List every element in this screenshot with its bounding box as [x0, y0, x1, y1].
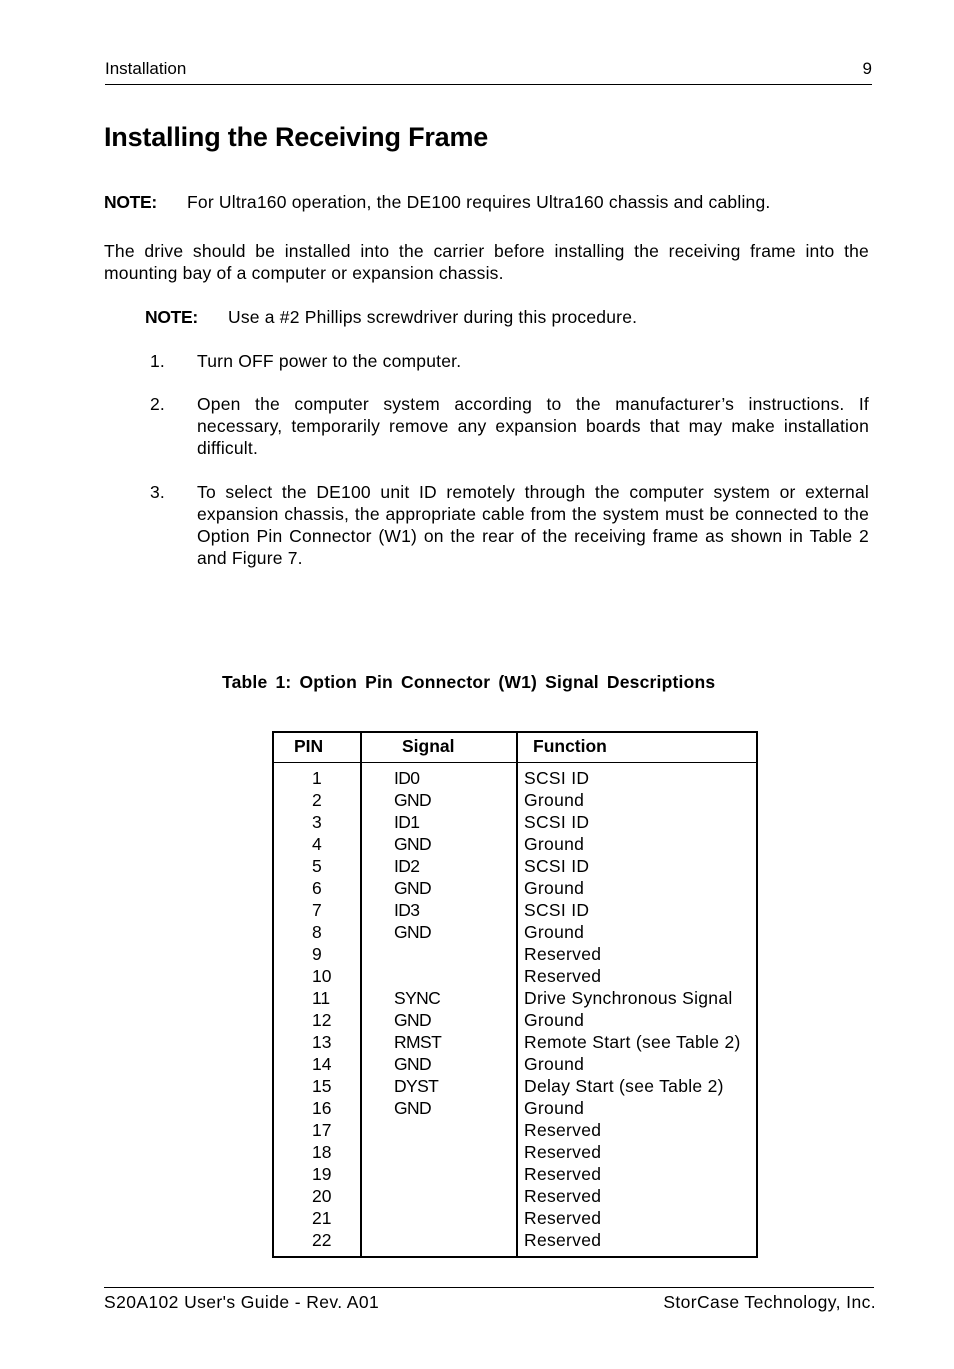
column-header-signal: Signal — [402, 736, 455, 756]
note-text: Use a #2 Phillips screwdriver during this procedure. — [228, 307, 638, 327]
table-row — [274, 1163, 756, 1185]
pin-cell: 14 — [312, 1054, 332, 1074]
intro-paragraph: The drive should be installed into the carrier before installing the receiving frame into the mounting bay of a computer or expansion chassis. — [104, 241, 869, 283]
pin-cell: 22 — [312, 1230, 332, 1250]
pin-cell: 18 — [312, 1142, 332, 1162]
column-header-pin: PIN — [294, 736, 324, 756]
table-row — [274, 811, 756, 833]
table-row — [274, 1097, 756, 1119]
function-cell: Delay Start (see Table 2) — [524, 1076, 724, 1096]
function-cell: SCSI ID — [524, 768, 590, 788]
table-row — [274, 767, 756, 789]
table-row — [274, 855, 756, 877]
pin-cell: 10 — [312, 966, 332, 986]
function-cell: Reserved — [524, 944, 602, 964]
table-row — [274, 987, 756, 1009]
table-row — [274, 1141, 756, 1163]
signal-table — [272, 731, 758, 1258]
signal-cell: DYST — [394, 1076, 439, 1096]
pin-cell: 4 — [312, 834, 322, 854]
function-cell: SCSI ID — [524, 900, 590, 920]
header-section-label: Installation — [105, 59, 187, 78]
column-header-function: Function — [533, 736, 607, 756]
header-rule — [274, 762, 756, 763]
note-text: For Ultra160 operation, the DE100 requires Ultra160 chassis and cabling. — [187, 192, 771, 212]
pin-cell: 21 — [312, 1208, 332, 1228]
table-row — [274, 943, 756, 965]
pin-cell: 15 — [312, 1076, 332, 1096]
step-text: Open the computer system according to the manufacturer’s instructions. If necessary, temporarily remove any expansion boards that may make installation difficult. — [197, 394, 869, 458]
table-row — [274, 899, 756, 921]
signal-cell: GND — [394, 790, 432, 810]
table-row — [274, 965, 756, 987]
step-text: To select the DE100 unit ID remotely through the computer system or external expansion chassis, the appropriate cable from the system must be connected to the Option Pin Connector (W1) on the rear of the receiving frame as shown in Table 2 and Figure 7. — [197, 482, 869, 568]
function-cell: Remote Start (see Table 2) — [524, 1032, 741, 1052]
note-screwdriver — [145, 307, 875, 329]
signal-cell: GND — [394, 922, 432, 942]
pin-cell: 1 — [312, 768, 322, 788]
function-cell: Reserved — [524, 1120, 602, 1140]
section-title: Installing the Receiving Frame — [104, 122, 489, 152]
pin-cell: 17 — [312, 1120, 332, 1140]
step-number: 1. — [150, 351, 165, 371]
function-cell: Ground — [524, 1054, 585, 1074]
function-cell: Reserved — [524, 1230, 602, 1250]
function-cell: Ground — [524, 922, 585, 942]
pin-cell: 7 — [312, 900, 322, 920]
footer-document-title: S20A102 User's Guide - Rev. A01 — [104, 1292, 380, 1312]
pin-cell: 13 — [312, 1032, 332, 1052]
table-body — [274, 767, 756, 1251]
table-row — [274, 1207, 756, 1229]
pin-cell: 6 — [312, 878, 322, 898]
pin-cell: 16 — [312, 1098, 332, 1118]
table-row — [274, 1075, 756, 1097]
table-row — [274, 1185, 756, 1207]
pin-cell: 12 — [312, 1010, 332, 1030]
table-row — [274, 833, 756, 855]
step-number: 2. — [150, 394, 165, 414]
pin-cell: 2 — [312, 790, 322, 810]
pin-cell: 19 — [312, 1164, 332, 1184]
signal-cell: GND — [394, 878, 432, 898]
table-row — [274, 921, 756, 943]
signal-cell: GND — [394, 1098, 432, 1118]
pin-cell: 11 — [312, 988, 331, 1008]
signal-cell: SYNC — [394, 988, 441, 1008]
page-footer — [104, 1287, 874, 1318]
signal-cell: ID3 — [394, 900, 420, 920]
signal-cell: GND — [394, 834, 432, 854]
function-cell: Reserved — [524, 1142, 602, 1162]
step-text: Turn OFF power to the computer. — [197, 351, 462, 371]
function-cell: Drive Synchronous Signal — [524, 988, 733, 1008]
function-cell: Ground — [524, 878, 585, 898]
table-row — [274, 1119, 756, 1141]
signal-cell: RMST — [394, 1032, 442, 1052]
table-caption: Table 1: Option Pin Connector (W1) Signal Descriptions — [222, 672, 716, 692]
function-cell: Reserved — [524, 1208, 602, 1228]
pin-cell: 3 — [312, 812, 322, 832]
table-row — [274, 789, 756, 811]
function-cell: Reserved — [524, 1164, 602, 1184]
pin-cell: 20 — [312, 1186, 332, 1206]
pin-cell: 9 — [312, 944, 322, 964]
pin-cell: 5 — [312, 856, 322, 876]
page-header — [105, 58, 872, 85]
page-number: 9 — [862, 59, 872, 78]
signal-cell: GND — [394, 1054, 432, 1074]
function-cell: SCSI ID — [524, 812, 590, 832]
function-cell: Ground — [524, 1098, 585, 1118]
note-label: NOTE: — [104, 192, 157, 212]
function-cell: SCSI ID — [524, 856, 590, 876]
function-cell: Reserved — [524, 1186, 602, 1206]
step-number: 3. — [150, 482, 165, 502]
function-cell: Ground — [524, 1010, 585, 1030]
function-cell: Reserved — [524, 966, 602, 986]
table-row — [274, 1053, 756, 1075]
pin-cell: 8 — [312, 922, 322, 942]
signal-cell: ID1 — [394, 812, 420, 832]
table-row — [274, 1229, 756, 1251]
table-row — [274, 877, 756, 899]
note-label: NOTE: — [145, 307, 198, 327]
table-row — [274, 1009, 756, 1031]
function-cell: Ground — [524, 834, 585, 854]
function-cell: Ground — [524, 790, 585, 810]
table-row — [274, 1031, 756, 1053]
signal-cell: ID0 — [394, 768, 420, 788]
signal-cell: ID2 — [394, 856, 420, 876]
signal-cell: GND — [394, 1010, 432, 1030]
footer-company: StorCase Technology, Inc. — [663, 1292, 876, 1312]
note-ultra160 — [104, 192, 874, 214]
